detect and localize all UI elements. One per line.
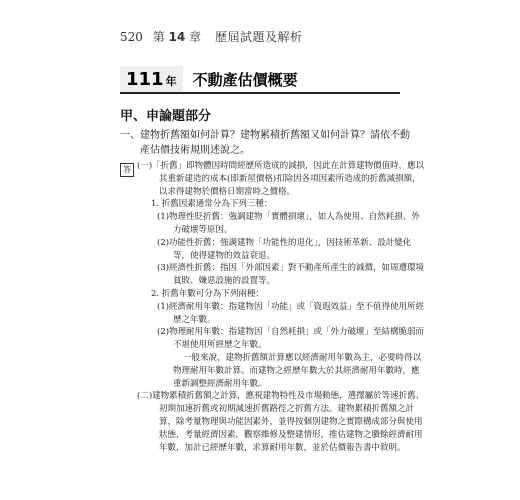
chapter-number: 14 xyxy=(168,30,186,44)
chapter-label xyxy=(153,30,201,44)
header-title: 歷屆試題及解析 xyxy=(214,30,303,44)
answer-note: 一般來說，建物折舊額計算應以經濟耐用年數為主，必要時得以物理耐用年數計算。而建物之經歷年數大於其經濟耐用年數時，應重新調整經濟耐用年數。 xyxy=(173,352,422,389)
chapter-title xyxy=(120,66,298,93)
answer-item-1: 1. 折舊因素通常分為下列三種： xyxy=(151,199,273,210)
chapter-rule xyxy=(120,92,400,94)
answer-paragraph-1: (一)「折舊」即物體因時間經歷所造成的減損，因此在計算建物價值時，應以其重新建造的成本(即新屋價格)扣除因各項因素所造成的折舊減損額，以求得建物於價格日期當時之價格。 xyxy=(137,161,425,197)
question-text: 一、建物折舊額如何計算？建物累積折舊額又如何計算？請依不動產估價技術規則述說之。 xyxy=(120,130,410,156)
section-heading: 甲、申論題部分 xyxy=(120,109,212,124)
chapter-suffix: 章 xyxy=(189,30,202,44)
answer-subitem-1-3: (3)經濟性折舊：指因「外部因素」對不動產所產生的減價，如周遭環境貧敗、嫌惡設施的設置等。 xyxy=(157,263,425,287)
year-unit: 年 xyxy=(165,75,177,88)
chapter-prefix: 第 xyxy=(152,30,165,44)
running-header xyxy=(120,28,302,45)
answer-subitem-2-1: (1)經濟耐用年數：指建物因「功能」或「資遐效益」至不值得使用所經歷之年數。 xyxy=(157,301,425,325)
answer-badge: 答 xyxy=(120,163,134,177)
answer-item-2: 2. 折舊年數可分為下列兩種： xyxy=(151,288,264,299)
answer-subitem-1-1: (1)物理性貶折舊：強調建物「實體損壞」，如人為使用、自然耗損、外力破壞等原因。 xyxy=(157,212,420,235)
answer-subitem-1-2: (2)功能性折舊：強調建物「功能性的退化」，因技術革新、設計變化等，使得建物的效益衰退。 xyxy=(157,237,412,261)
year-box xyxy=(120,66,183,93)
question xyxy=(120,128,418,158)
answer-paragraph-2: (二)建物累積折舊額之計算，應視建物特性及市場動態，選擇屬於等速折舊、初期加速折舊或初期減速折舊路徑之折舊方法。建物累積折舊額之計算，除考量物理與功能因素外，並得按個別建物之實際構成部分與使用狀態，考量經濟因素，觀察維修及整建情形，推估建物之賸餘經濟耐用年數，加計已經歷年數，求算耐用年數，並於估價報告書中敘明。 xyxy=(137,391,425,453)
answer-body xyxy=(137,160,427,454)
answer-subitem-2-2: (2)物理耐用年數：指建物因「自然耗損」或「外力破壞」至結構脆弱而不堪使用所經歷之年數。 xyxy=(157,327,425,351)
year-number: 111 xyxy=(126,69,164,90)
chapter-title-text: 不動產估價概要 xyxy=(192,71,298,89)
page-number: 520 xyxy=(120,30,143,44)
